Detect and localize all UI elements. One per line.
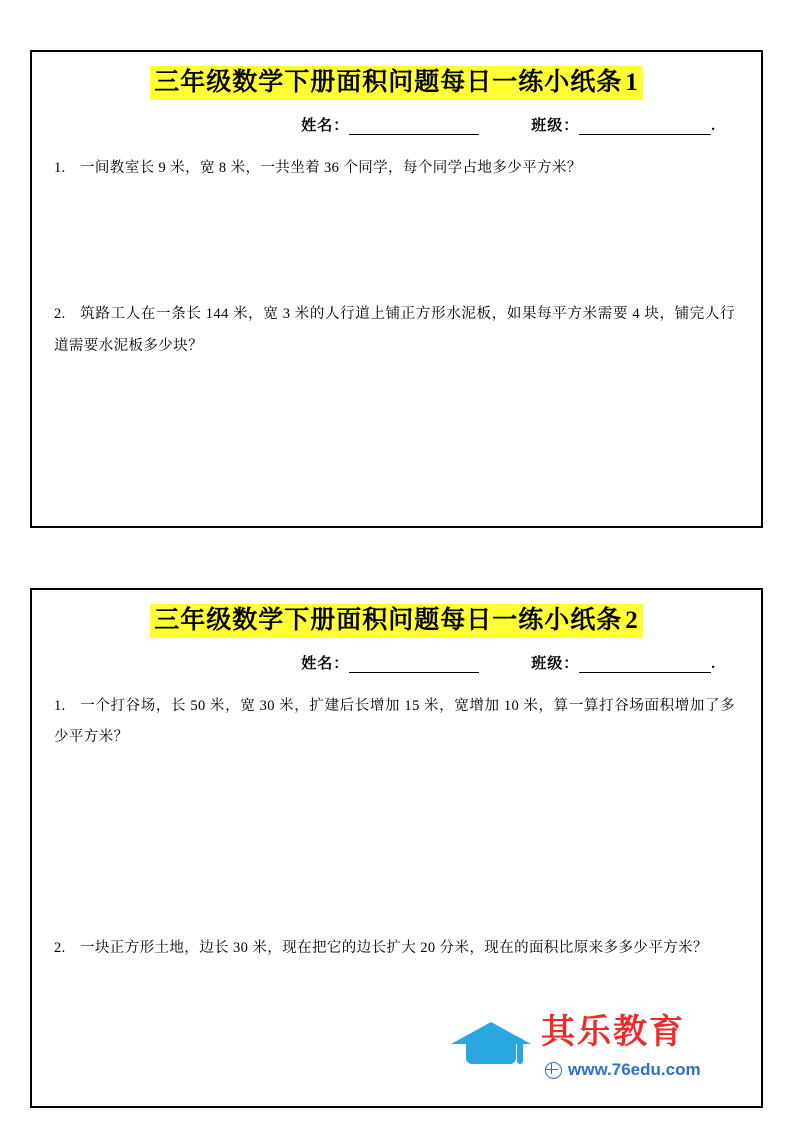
worksheet-title-row-1 [32, 66, 761, 100]
brand-logo [449, 1014, 735, 1098]
question-text: 一个打谷场，长 50 米，宽 30 米，扩建后长增加 15 米，宽增加 10 米，算一算打谷场面积增加了多少平方米？ [54, 698, 735, 746]
worksheet-title-row-2 [32, 604, 761, 638]
student-info-row-2 [32, 652, 761, 673]
worksheet-title-number-2: 2 [625, 607, 639, 634]
question-text: 一间教室长 9 米，宽 8 米，一共坐着 36 个同学，每个同学占地多少平方米？ [80, 160, 582, 177]
question-number: 1. [54, 160, 66, 177]
worksheet-title-1 [150, 66, 643, 100]
class-input-blank-2[interactable] [579, 657, 711, 673]
brand-url-row [545, 1060, 701, 1080]
questions-list-1 [32, 153, 761, 362]
questions-list-2 [32, 691, 761, 964]
class-field-group-2 [531, 652, 715, 673]
worksheet-card-1 [30, 50, 763, 528]
cap-band-shape [466, 1044, 516, 1064]
name-input-blank-2[interactable] [349, 657, 479, 673]
class-field-group-1 [531, 114, 715, 135]
worksheet-card-2 [30, 588, 763, 1108]
cap-tassel-shape [517, 1038, 523, 1064]
class-label-2: 班级： [531, 656, 580, 673]
answer-space [54, 768, 735, 918]
question-item [54, 153, 735, 184]
question-item [54, 933, 735, 964]
brand-url[interactable]: www.76edu.com [568, 1060, 701, 1079]
graduation-cap-icon [449, 1016, 533, 1080]
class-input-blank-1[interactable] [579, 119, 711, 135]
name-label-2: 姓名： [301, 656, 350, 673]
brand-name: 其乐教育 [541, 1014, 685, 1051]
globe-icon [545, 1062, 562, 1079]
question-item [54, 691, 735, 753]
question-text: 筑路工人在一条长 144 米，宽 3 米的人行道上铺正方形水泥板，如果每平方米需要 4 块，铺完人行道需要水泥板多少块？ [54, 306, 735, 354]
answer-space [54, 199, 735, 285]
student-info-row-1 [32, 114, 761, 135]
worksheet-title-text-1: 三年级数学下册面积问题每日一练小纸条 [154, 69, 623, 96]
name-field-group-1 [301, 114, 479, 135]
name-label-1: 姓名： [301, 118, 350, 135]
name-field-group-2 [301, 652, 479, 673]
name-input-blank-1[interactable] [349, 119, 479, 135]
worksheet-title-text-2: 三年级数学下册面积问题每日一练小纸条 [154, 607, 623, 634]
question-item [54, 299, 735, 361]
class-trailing-dot-1: . [711, 118, 715, 135]
question-number: 2. [54, 306, 66, 323]
question-number: 2. [54, 939, 66, 956]
worksheet-title-2 [150, 604, 643, 638]
worksheet-title-number-1: 1 [625, 69, 639, 96]
question-text: 一块正方形土地，边长 30 米，现在把它的边长扩大 20 分米，现在的面积比原来多多少平方米？ [80, 939, 708, 956]
class-trailing-dot-2: . [711, 656, 715, 673]
class-label-1: 班级： [531, 118, 580, 135]
question-number: 1. [54, 698, 66, 715]
